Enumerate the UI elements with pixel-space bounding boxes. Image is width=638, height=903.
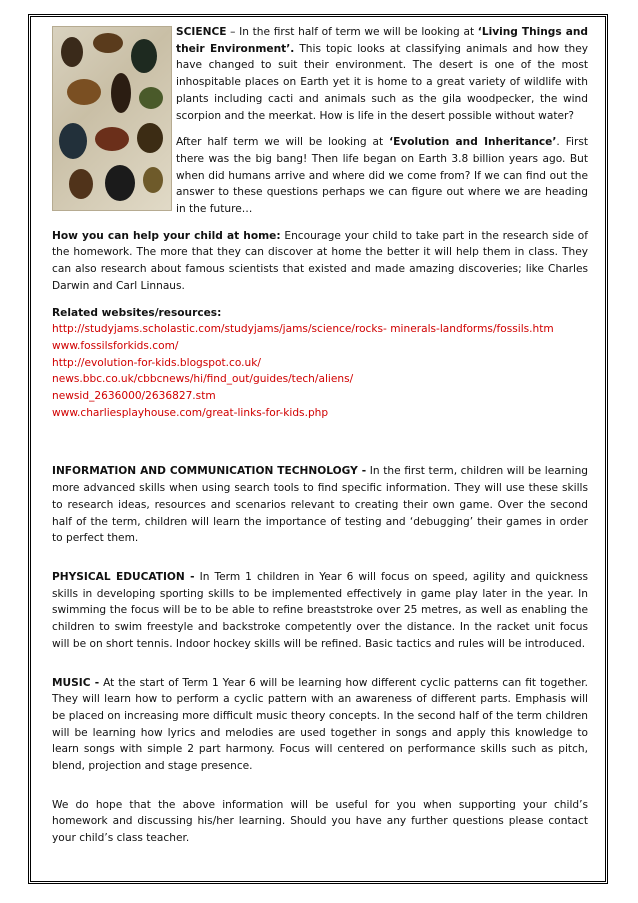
resources-list	[52, 321, 588, 421]
music-paragraph: MUSIC - At the start of Term 1 Year 6 will be learning how different cyclic patterns can fit together. They will learn how to perform a cyclic pattern with an awareness of different parts. Emphasis will be placed on increasing more difficult music theory concepts. In the second half of the term children will be learning how lyrics and melodies are used together in songs and apply this knowledge to learn songs with simple 2 part harmony. Focus will centered on performance skills such as pitch, blend, projection and stage presence.	[52, 676, 588, 773]
resource-link[interactable]: http://studyjams.scholastic.com/studyjams/jams/science/rocks- minerals-landforms/fossils.htm	[52, 323, 554, 336]
resource-link[interactable]: news.bbc.co.uk/cbbcnews/hi/find_out/guides/tech/aliens/	[52, 373, 354, 386]
science-heading: SCIENCE	[176, 26, 227, 38]
ict-paragraph: INFORMATION AND COMMUNICATION TECHNOLOGY - In the first term, children will be learning more advanced skills when using search tools to find specific information. They will use these skills to research ideas, resources and scenarios relevant to creating their own game. Over the second half of the term, children will learn the importance of testing and ‘debugging’ their games in order to perfect them.	[52, 465, 589, 545]
resource-link[interactable]: www.charliesplayhouse.com/great-links-for-kids.php	[52, 406, 329, 419]
science-paragraph-2: After half term we will be looking at ‘Evolution and Inheritance’. First there was the big bang! Then life began on Earth 3.8 billion years ago. But when did humans arrive and where did we come from? If we can find out the answer to these questions perhaps we can figure out where we are heading in the future…	[176, 136, 589, 216]
science-paragraph-1: SCIENCE – In the first half of term we will be looking at ‘Living Things and their Environment’. This topic looks at classifying animals and how they have changed to suit their environment. The desert is one of the most inhospitable places on Earth yet it is home to a great variety of wildlife with plants including cacti and animals such as the gila woodpecker, the wind scorpion and the meerkat. How is life in the desert possible without water?	[176, 26, 589, 122]
help-heading: How you can help your child at home:	[52, 229, 281, 242]
topic-evolution: ‘Evolution and Inheritance’	[389, 136, 557, 149]
topic-living-things: ‘Living Things and their Environment’.	[176, 26, 588, 55]
newsletter-page	[52, 24, 588, 847]
closing-paragraph: We do hope that the above information will be useful for you when supporting your child’s homework and discussing his/her learning. Should you have any further questions please contact your child’s class teacher.	[52, 798, 588, 845]
music-heading: MUSIC -	[52, 676, 100, 689]
insect-collection-image	[52, 26, 172, 211]
help-paragraph: How you can help your child at home: Encourage your child to take part in the research side of the homework. The more that they can discover at home the better it will help them in class. They can also research about famous scientists that existed and made amazing discoveries; like Charles Darwin and Carl Linnaus.	[52, 229, 588, 292]
science-section	[52, 24, 588, 218]
ict-heading: INFORMATION AND COMMUNICATION TECHNOLOGY -	[52, 465, 367, 478]
resource-link[interactable]: http://evolution-for-kids.blogspot.co.uk/	[52, 356, 261, 369]
resource-link[interactable]: newsid_2636000/2636827.stm	[52, 390, 216, 403]
pe-heading: PHYSICAL EDUCATION -	[52, 570, 195, 583]
pe-paragraph: PHYSICAL EDUCATION - In Term 1 children in Year 6 will focus on speed, agility and quickness skills in developing sporting skills to be implemented effectively in game play later in the year. In swimming the focus will be to be able to refine breaststroke over 25 metres, as well as enabling the children to swim freestyle and backstroke competently over the distance. In the racket unit focus will be on short tennis. Indoor hockey skills will be refined. Basic tactics and rules will be introduced.	[52, 570, 588, 650]
resources-heading: Related websites/resources:	[52, 306, 222, 319]
resource-link[interactable]: www.fossilsforkids.com/	[52, 339, 179, 352]
